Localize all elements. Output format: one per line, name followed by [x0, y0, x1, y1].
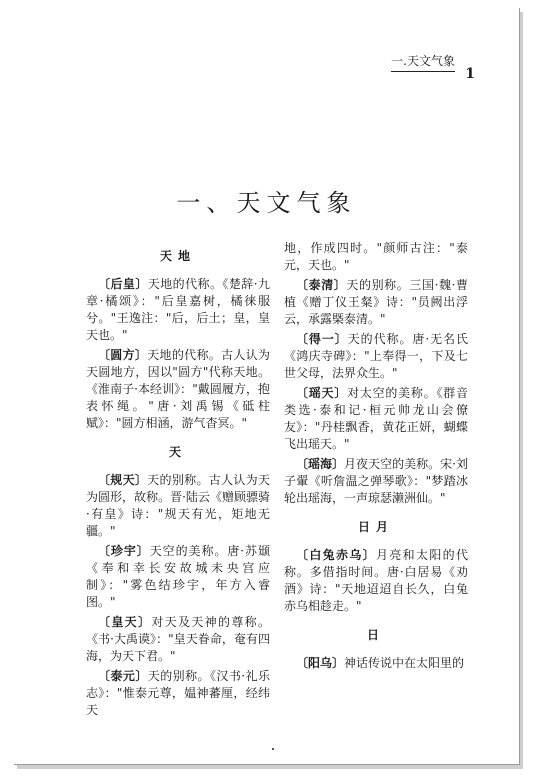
entry-guitian: [86, 472, 270, 540]
entry-yaotian: [284, 385, 468, 453]
entry-text: 天地的代称。《楚辞·九章·橘颂》："后皇嘉树，橘徕服兮。"王逸注："后，后土；皇，皇天也。": [86, 277, 270, 342]
entry-text: 天的别称。三国·魏·曹植《赠丁仪王粲》诗："员阙出浮云，承露槩泰清。": [284, 278, 468, 326]
entry-term: 〔规天〕: [98, 473, 148, 487]
entry-text: 天空的美称。唐·苏颋《奉和幸长安故城未央宫应制》："雾色结珍宇，年方入睿图。": [86, 544, 270, 609]
entry-term: 〔皇天〕: [98, 615, 152, 629]
entry-deyi: [284, 331, 468, 382]
running-head: 一.天文气象: [391, 52, 455, 72]
entry-term: 〔泰清〕: [296, 278, 347, 292]
entry-yuanfang: [86, 347, 270, 432]
entry-term: 〔得一〕: [296, 332, 348, 346]
entry-text: 天的别称。《汉书·礼乐志》："惟泰元尊，媪神蕃厘，经纬天: [86, 669, 270, 717]
entry-text: 月夜天空的美称。宋·刘子翬《听詹温之弹琴歌》："梦踏冰轮出瑶海，一声琼瑟濑洲仙。": [284, 457, 468, 505]
entry-text: 对天及天神的尊称。《书·大禹谟》："皇天眷命，奄有四海，为天下君。": [86, 615, 270, 663]
entry-yaohai: [284, 456, 468, 507]
entry-text: 天地的代称。古人认为天圆地方，因以"圆方"代称天地。《淮南子·本经训》："戴圆履方，抱表怀绳。"唐·刘禹锡《砥柱赋》："圆方相涵，游气杳冥。": [86, 348, 270, 430]
entry-term: 〔瑶天〕: [296, 386, 348, 400]
entry-term: 〔泰元〕: [98, 669, 148, 683]
entry-text: 月亮和太阳的代称。多借指时间。唐·白居易《劝酒》诗："天地迢迢自长久，白兔赤乌相趁走。": [284, 548, 468, 613]
entry-text: 对太空的美称。《群音类选·泰和记·桓元帅龙山会僚友》："丹桂飘香，黄花正妍，蝴蝶飞出瑶天。": [284, 386, 468, 451]
entry-continuation: 地，作成四时。"颜师古注："泰元，天也。": [284, 241, 468, 272]
section-heading-ri: 日: [366, 628, 385, 642]
scan-speck: [272, 748, 274, 750]
entry-term: 〔瑶海〕: [296, 457, 345, 471]
section-heading-tiandi: 天地: [159, 249, 196, 263]
entry-term: 〔珍宇〕: [98, 544, 150, 558]
entry-taiyuan: [86, 668, 270, 719]
entry-term: 〔白兔赤乌〕: [296, 548, 376, 562]
entry-zhenyu: [86, 543, 270, 611]
entry-yangwu: [284, 655, 468, 672]
entry-text: 天的代称。唐·无名氏《鸿庆寺碑》："上奉得一，下及七世父母，法界众生。": [284, 332, 468, 380]
entry-huangtian: [86, 614, 270, 665]
entry-text: 天的别称。古人认为天为圆形，故称。晋·陆云《赠顾骠骑·有皇》诗："规天有光，矩地无疆。": [86, 473, 270, 538]
right-column: [284, 240, 468, 675]
column-gutter: [274, 256, 275, 696]
left-column: [86, 240, 270, 722]
entry-term: 〔圆方〕: [98, 348, 148, 362]
entry-term: 〔后皇〕: [98, 277, 148, 291]
section-heading-tian: 天: [168, 445, 187, 459]
entry-text: 神话传说中在太阳里的: [344, 656, 465, 670]
entry-taiqing: [284, 277, 468, 328]
entry-term: 〔阳乌〕: [296, 656, 345, 670]
entry-baitu-chiwu: [284, 547, 468, 615]
chapter-title: 一、天文气象: [176, 189, 357, 217]
book-page: [14, 8, 520, 765]
page-number: 1: [465, 66, 475, 82]
section-heading-riyue: 日月: [357, 520, 394, 534]
entry-houhuang: [86, 276, 270, 344]
